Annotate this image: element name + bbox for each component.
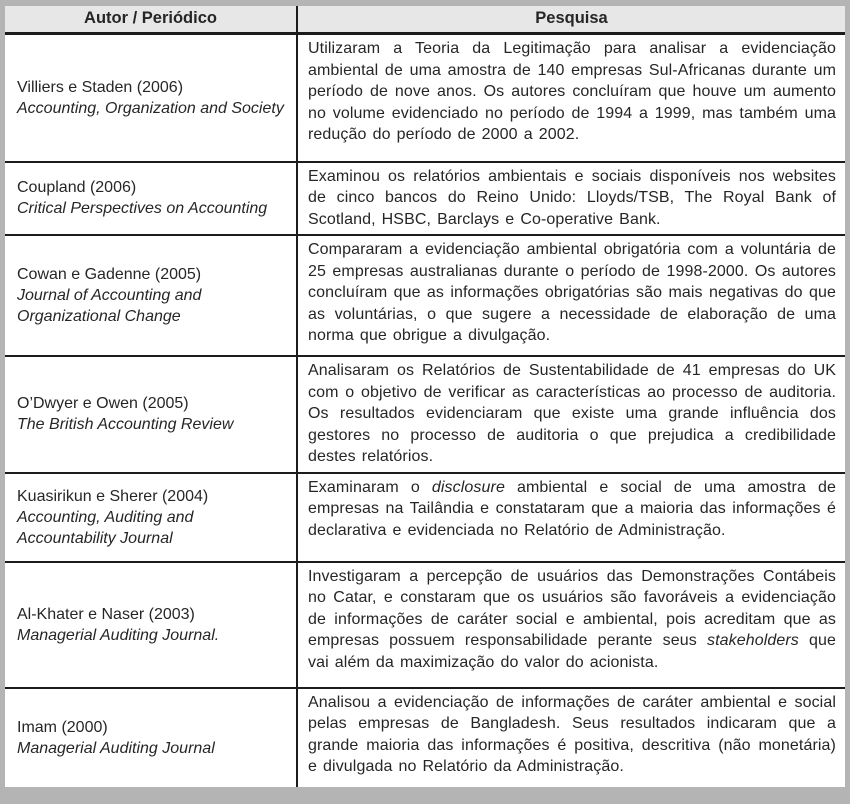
pesquisa-cell: Analisaram os Relatórios de Sustentabilidade de 41 empresas do UK com o objetivo de verificar as características ao processo de auditoria. Os resultados evidenciaram que existe uma grande influência dos gestores no processo de auditoria o que prejudica a credibilidade destes relatórios. [297, 356, 845, 473]
table-row [5, 688, 845, 787]
pesquisa-cell: Analisou a evidenciação de informações de caráter ambiental e social pelas empresas de Bangladesh. Seus resultados indicaram que a grande maioria das informações é positiva, descritiva (não monetária) e divulgada no Relatório da Administração. [297, 688, 845, 787]
author-name: Al-Khater e Naser (2003) [17, 605, 195, 623]
column-header-pesquisa: Pesquisa [297, 6, 845, 34]
autor-cell [5, 473, 297, 562]
author-name: Kuasirikun e Sherer (2004) [17, 487, 209, 505]
table-row [5, 162, 845, 236]
pesquisa-cell: Utilizaram a Teoria da Legitimação para analisar a evidenciação ambiental de uma amostra de 140 empresas Sul-Africanas durante um período de nove anos. Os autores concluíram que houve um aumento no volume evidenciado no período de 1994 a 1999, mas também uma redução do período de 2000 a 2002. [297, 34, 845, 162]
journal-name: Managerial Auditing Journal [17, 739, 215, 757]
author-name: Cowan e Gadenne (2005) [17, 266, 202, 283]
journal-name: Critical Perspectives on Accounting [17, 200, 268, 218]
author-name: Coupland (2006) [17, 179, 137, 197]
journal-name: Accounting, Auditing and Accountability Journal [17, 508, 194, 547]
autor-cell [5, 235, 297, 356]
author-name: Imam (2000) [17, 718, 108, 736]
table-row [5, 235, 845, 356]
header-row [5, 6, 845, 34]
autor-cell [5, 562, 297, 688]
column-header-autor-periodico: Autor / Periódico [5, 6, 297, 34]
pesquisa-cell: Examinaram o disclosure ambiental e social de uma amostra de empresas na Tailândia e constataram que a maioria das informações é declarativa e evidenciada no Relatório de Administração. [297, 473, 845, 562]
author-name: Villiers e Staden (2006) [17, 78, 184, 96]
journal-name: Accounting, Organization and Society [17, 99, 284, 117]
autor-cell [5, 162, 297, 236]
journal-name: The British Accounting Review [17, 416, 234, 434]
pesquisa-cell: Investigaram a percepção de usuários das Demonstrações Contábeis no Catar, e constaram que os usuários são favoráveis a evidenciação de informações de caráter social e ambiental, pois acreditam que as empresas possuem responsabilidade perante seus stakeholders que vai além da maximização do valor do acionista. [297, 562, 845, 688]
research-table [5, 6, 845, 787]
journal-name: Managerial Auditing Journal. [17, 626, 220, 644]
table-row [5, 34, 845, 162]
table-row [5, 356, 845, 473]
pesquisa-cell: Compararam a evidenciação ambiental obrigatória com a voluntária de 25 empresas australianas durante o período de 1998-2000. Os autores concluíram que as informações obrigatórias são mais negativas do que as voluntárias, o que sugere a necessidade de elaboração de uma norma que obrigue a divulgação. [297, 235, 845, 356]
journal-name: Journal of Accounting and Organizational Change [17, 287, 202, 325]
autor-cell [5, 356, 297, 473]
table-row [5, 562, 845, 688]
pesquisa-cell: Examinou os relatórios ambientais e sociais disponíveis nos websites de cinco bancos do Reino Unido: Lloyds/TSB, The Royal Bank of Scotland, HSBC, Barclays e Co-operative Bank. [297, 162, 845, 236]
author-name: O’Dwyer e Owen (2005) [17, 395, 189, 413]
table-row [5, 473, 845, 562]
autor-cell [5, 688, 297, 787]
autor-cell [5, 34, 297, 162]
